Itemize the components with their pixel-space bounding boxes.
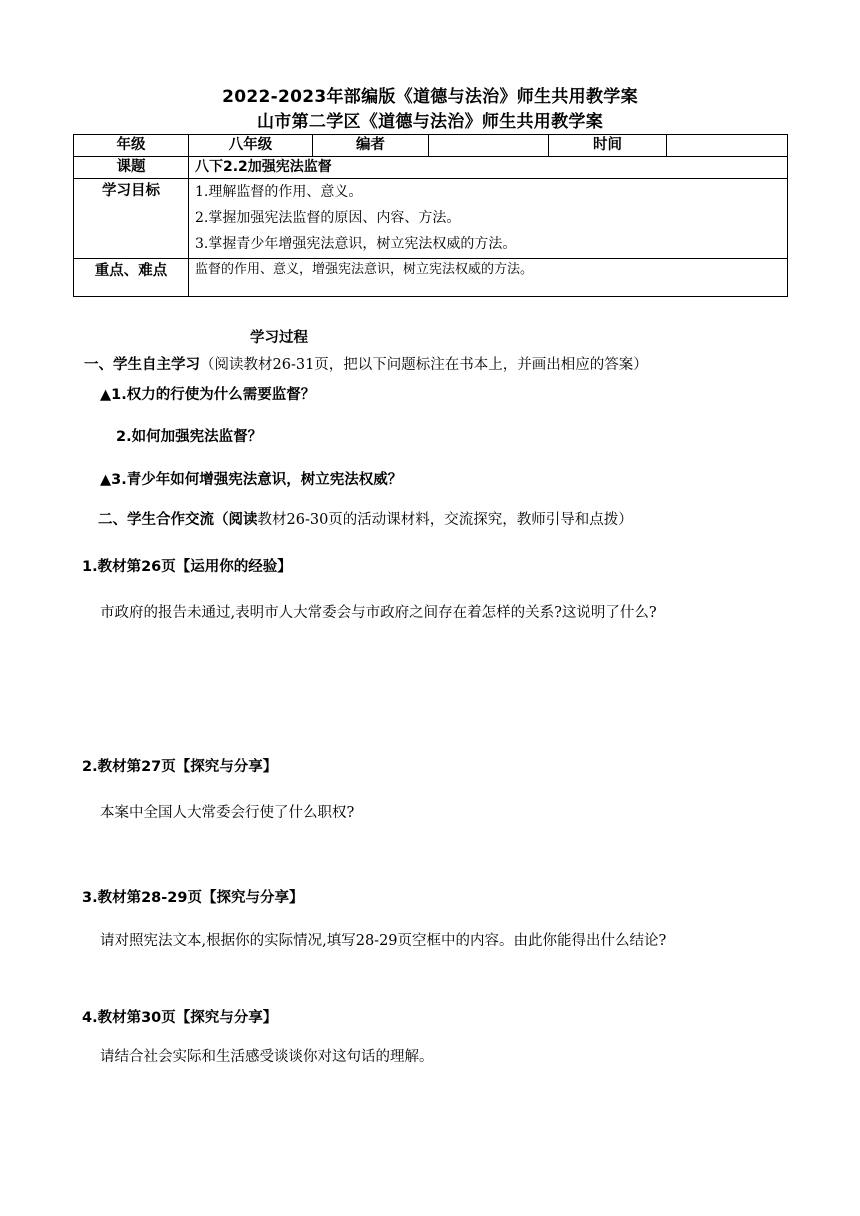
section-2-note-bold: （阅读	[214, 512, 258, 528]
activity-heading: 1.教材第26页【运用你的经验】	[82, 559, 292, 575]
section-2-title: 二、学生合作交流	[98, 512, 214, 528]
key-points-label: 重点、难点	[74, 259, 189, 297]
goal-item: 2.掌握加强宪法监督的原因、内容、方法。	[195, 210, 461, 226]
goal-item: 1.理解监督的作用、意义。	[195, 184, 363, 200]
section-2-note: 教材26-30页的活动课材料，交流探究，教师引导和点拨）	[257, 512, 633, 528]
activity-question: 请结合社会实际和生活感受谈谈你对这句话的理解。	[100, 1049, 434, 1065]
activity-heading: 4.教材第30页【探究与分享】	[82, 1010, 278, 1026]
document-title: 2022-2023年部编版《道德与法治》师生共用教学案	[222, 87, 638, 107]
time-label: 时间	[549, 135, 667, 157]
activity-question: 请对照宪法文本,根据你的实际情况,填写28-29页空框中的内容。由此你能得出什么结论?	[100, 933, 667, 949]
goals-list	[189, 179, 788, 259]
activity-heading: 3.教材第28-29页【探究与分享】	[82, 890, 304, 906]
key-points-value: 监督的作用、意义，增强宪法意识，树立宪法权威的方法。	[189, 259, 788, 297]
editor-label: 编者	[313, 135, 429, 157]
process-heading: 学习过程	[250, 330, 308, 346]
lesson-info-table	[73, 134, 788, 297]
document-subtitle: 山市第二学区《道德与法治》师生共用教学案	[257, 112, 603, 132]
section-2-heading	[98, 510, 633, 530]
topic-value: 八下2.2加强宪法监督	[189, 157, 788, 179]
activity-question: 本案中全国人大常委会行使了什么职权?	[100, 805, 355, 821]
goal-item: 3.掌握青少年增强宪法意识，树立宪法权威的方法。	[195, 236, 517, 252]
section-1-title: 一、学生自主学习	[84, 357, 200, 373]
section-1-note: （阅读教材26-31页，把以下问题标注在书本上，并画出相应的答案）	[200, 357, 648, 373]
question-item: 2.如何加强宪法监督？	[116, 429, 263, 445]
question-item: ▲1.权力的行使为什么需要监督？	[100, 387, 316, 403]
grade-label: 年级	[74, 135, 189, 157]
section-1-heading	[84, 355, 648, 375]
editor-value	[429, 135, 549, 157]
question-item: ▲3.青少年如何增强宪法意识，树立宪法权威？	[100, 472, 403, 488]
topic-label: 课题	[74, 157, 189, 179]
activity-question: 市政府的报告未通过,表明市人大常委会与市政府之间存在着怎样的关系?这说明了什么?	[100, 605, 657, 621]
activity-heading: 2.教材第27页【探究与分享】	[82, 759, 278, 775]
goals-label: 学习目标	[74, 179, 189, 259]
grade-value: 八年级	[189, 135, 313, 157]
time-value	[667, 135, 788, 157]
